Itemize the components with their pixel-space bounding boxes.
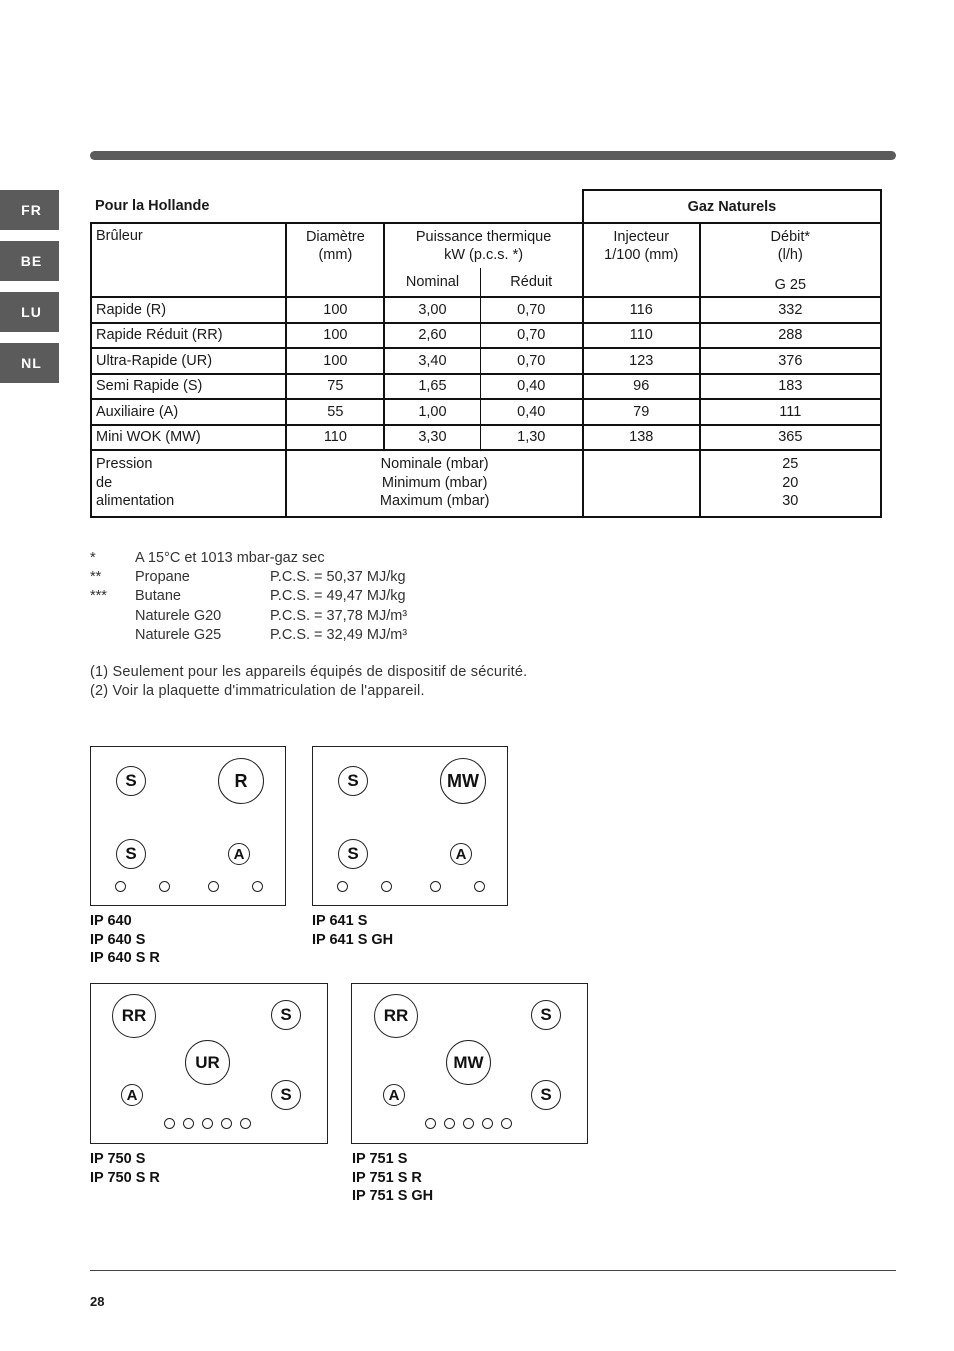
knob-icon — [444, 1118, 455, 1129]
lang-tab-be[interactable]: BE — [0, 241, 59, 281]
gas-name: Naturele G25 — [135, 626, 222, 643]
burner-name: Ultra-Rapide (UR) — [91, 348, 286, 374]
injector-value: 116 — [583, 297, 700, 323]
gas-value: P.C.S. = 32,49 MJ/m³ — [270, 626, 408, 643]
col-nominal: Nominal — [384, 268, 480, 297]
table-row — [91, 348, 881, 374]
reduced-value: 1,30 — [480, 425, 583, 451]
knob-icon — [202, 1118, 213, 1129]
col-injector-label: Injecteur — [613, 229, 670, 245]
footnote-line — [90, 607, 407, 626]
hob-models-ip640 — [90, 912, 160, 968]
model-label: IP 641 S GH — [312, 931, 394, 948]
knob-icon — [159, 881, 170, 892]
hob-diagram-ip750 — [90, 983, 328, 1144]
knob-icon — [425, 1118, 436, 1129]
col-injector — [583, 223, 700, 297]
table-row — [91, 374, 881, 400]
footer-rule — [90, 1270, 896, 1271]
knob-icon — [381, 881, 392, 892]
footnote-line — [90, 568, 407, 587]
table-row — [91, 399, 881, 425]
knob-icon — [208, 881, 219, 892]
pressure-kind: Nominale (mbar) — [380, 456, 489, 472]
gas-header: Gaz Naturels — [583, 190, 881, 223]
col-flow-label: Débit* — [770, 229, 811, 245]
remark-line: (1) Seulement pour les appareils équipés de dispositif de sécurité. — [90, 664, 528, 680]
diameter-value: 100 — [286, 323, 384, 349]
footnote-line — [90, 626, 407, 645]
model-label: IP 751 S — [352, 1151, 408, 1167]
lang-tab-lu[interactable]: LU — [0, 292, 59, 332]
table-row — [91, 323, 881, 349]
pressure-values — [700, 450, 881, 517]
knob-icon — [221, 1118, 232, 1129]
burner-mw: MW — [440, 758, 486, 804]
knob-icon — [240, 1118, 251, 1129]
burner-a: A — [450, 843, 472, 865]
table-row — [91, 425, 881, 451]
pressure-label — [91, 450, 286, 517]
reduced-value: 0,40 — [480, 374, 583, 400]
col-flow-unit: (l/h) — [777, 247, 803, 263]
footnote-line — [90, 549, 407, 568]
hob-diagram-ip751 — [351, 983, 588, 1144]
injector-value: 123 — [583, 348, 700, 374]
burner-spec-table — [90, 189, 882, 518]
burner-name: Rapide Réduit (RR) — [91, 323, 286, 349]
col-flow — [700, 223, 881, 297]
footnote-mark — [90, 626, 135, 645]
col-injector-unit: 1/100 (mm) — [604, 247, 679, 263]
burner-s: S — [531, 1000, 561, 1030]
knob-icon — [501, 1118, 512, 1129]
injector-value: 79 — [583, 399, 700, 425]
pressure-value: 25 — [782, 456, 799, 472]
model-label: IP 750 S R — [90, 1169, 160, 1186]
burner-r: R — [218, 758, 264, 804]
col-burner: Brûleur — [91, 223, 286, 297]
knob-icon — [474, 881, 485, 892]
burner-s: S — [271, 1080, 301, 1110]
flow-value: 376 — [700, 348, 881, 374]
knob-icon — [463, 1118, 474, 1129]
footnote-mark: *** — [90, 588, 107, 605]
model-label: IP 640 S — [90, 931, 146, 948]
flow-value: 332 — [700, 297, 881, 323]
footnote-text: A 15°C et 1013 mbar-gaz sec — [135, 550, 325, 566]
burner-a: A — [228, 843, 250, 865]
remark-line: (2) Voir la plaquette d'immatriculation de l'appareil. — [90, 683, 425, 699]
injector-value: 138 — [583, 425, 700, 451]
diameter-value: 75 — [286, 374, 384, 400]
footnote-mark: ** — [90, 569, 102, 586]
model-label: IP 640 — [90, 913, 132, 929]
diameter-value: 100 — [286, 348, 384, 374]
table-title: Pour la Hollande — [95, 198, 210, 214]
lang-tab-nl[interactable]: NL — [0, 343, 59, 383]
col-diameter-unit: (mm) — [318, 247, 353, 263]
pressure-kinds — [286, 450, 582, 517]
injector-value: 110 — [583, 323, 700, 349]
knob-icon — [337, 881, 348, 892]
model-label: IP 640 S R — [90, 950, 160, 966]
knob-icon — [430, 881, 441, 892]
burner-ur: UR — [185, 1040, 230, 1085]
col-diameter — [286, 223, 384, 297]
model-label: IP 751 S GH — [352, 1188, 434, 1204]
flow-value: 183 — [700, 374, 881, 400]
injector-value: 96 — [583, 374, 700, 400]
nominal-value: 1,65 — [384, 374, 480, 400]
burner-s: S — [338, 839, 368, 869]
footnotes — [90, 549, 407, 645]
burner-a: A — [383, 1084, 405, 1106]
pressure-value: 30 — [782, 493, 799, 509]
knob-icon — [115, 881, 126, 892]
col-reduced: Réduit — [480, 268, 583, 297]
reduced-value: 0,70 — [480, 297, 583, 323]
nominal-value: 3,30 — [384, 425, 480, 451]
reduced-value: 0,40 — [480, 399, 583, 425]
lang-tab-fr[interactable]: FR — [0, 190, 59, 230]
language-tabs — [0, 190, 59, 394]
pressure-row — [91, 450, 881, 517]
model-label: IP 750 S — [90, 1151, 146, 1167]
hob-diagram-ip641 — [312, 746, 508, 906]
pressure-empty-cell — [583, 450, 700, 517]
burner-name: Semi Rapide (S) — [91, 374, 286, 400]
flow-value: 111 — [700, 399, 881, 425]
footnote-line — [90, 587, 407, 606]
hob-models-ip641 — [312, 912, 393, 949]
nominal-value: 3,40 — [384, 348, 480, 374]
flow-value: 288 — [700, 323, 881, 349]
burner-s: S — [116, 766, 146, 796]
gas-value: P.C.S. = 49,47 MJ/kg — [270, 588, 406, 605]
gas-value: P.C.S. = 50,37 MJ/kg — [270, 569, 406, 586]
remarks — [90, 663, 527, 701]
table-row — [91, 297, 881, 323]
pressure-kind: Minimum (mbar) — [381, 474, 488, 491]
pressure-kind: Maximum (mbar) — [379, 493, 490, 509]
knob-icon — [183, 1118, 194, 1129]
hob-models-ip751 — [352, 1150, 433, 1206]
col-power — [384, 223, 583, 268]
page-number: 28 — [90, 1294, 105, 1309]
burner-name: Auxiliaire (A) — [91, 399, 286, 425]
hob-diagram-ip640 — [90, 746, 286, 906]
burner-s: S — [271, 1000, 301, 1030]
reduced-value: 0,70 — [480, 323, 583, 349]
burner-rr: RR — [374, 994, 418, 1038]
col-flow-gas: G 25 — [774, 277, 807, 293]
gas-name: Butane — [135, 588, 181, 605]
knob-icon — [164, 1118, 175, 1129]
burner-name: Mini WOK (MW) — [91, 425, 286, 451]
flow-value: 365 — [700, 425, 881, 451]
footnote-mark — [90, 607, 135, 626]
col-power-unit: kW (p.c.s. *) — [444, 247, 524, 263]
pressure-label-line: de — [96, 474, 113, 491]
burner-a: A — [121, 1084, 143, 1106]
diameter-value: 110 — [286, 425, 384, 451]
diameter-value: 100 — [286, 297, 384, 323]
col-diameter-label: Diamètre — [305, 229, 365, 245]
gas-value: P.C.S. = 37,78 MJ/m³ — [270, 607, 408, 624]
burner-name: Rapide (R) — [91, 297, 286, 323]
knob-icon — [252, 881, 263, 892]
burner-s: S — [116, 839, 146, 869]
col-power-label: Puissance thermique — [415, 229, 552, 245]
burner-s: S — [531, 1080, 561, 1110]
model-label: IP 751 S R — [352, 1169, 422, 1186]
pressure-label-line: Pression — [96, 456, 153, 472]
pressure-label-line: alimentation — [96, 493, 175, 509]
gas-name: Propane — [135, 569, 190, 586]
burner-mw: MW — [446, 1040, 491, 1085]
burner-rr: RR — [112, 994, 156, 1038]
model-label: IP 641 S — [312, 913, 368, 929]
diameter-value: 55 — [286, 399, 384, 425]
burner-s: S — [338, 766, 368, 796]
header-rule — [90, 151, 896, 160]
footnote-mark: * — [90, 550, 96, 566]
pressure-value: 20 — [782, 474, 799, 491]
nominal-value: 2,60 — [384, 323, 480, 349]
knob-icon — [482, 1118, 493, 1129]
reduced-value: 0,70 — [480, 348, 583, 374]
hob-models-ip750 — [90, 1150, 160, 1187]
gas-name: Naturele G20 — [135, 607, 222, 624]
nominal-value: 1,00 — [384, 399, 480, 425]
nominal-value: 3,00 — [384, 297, 480, 323]
